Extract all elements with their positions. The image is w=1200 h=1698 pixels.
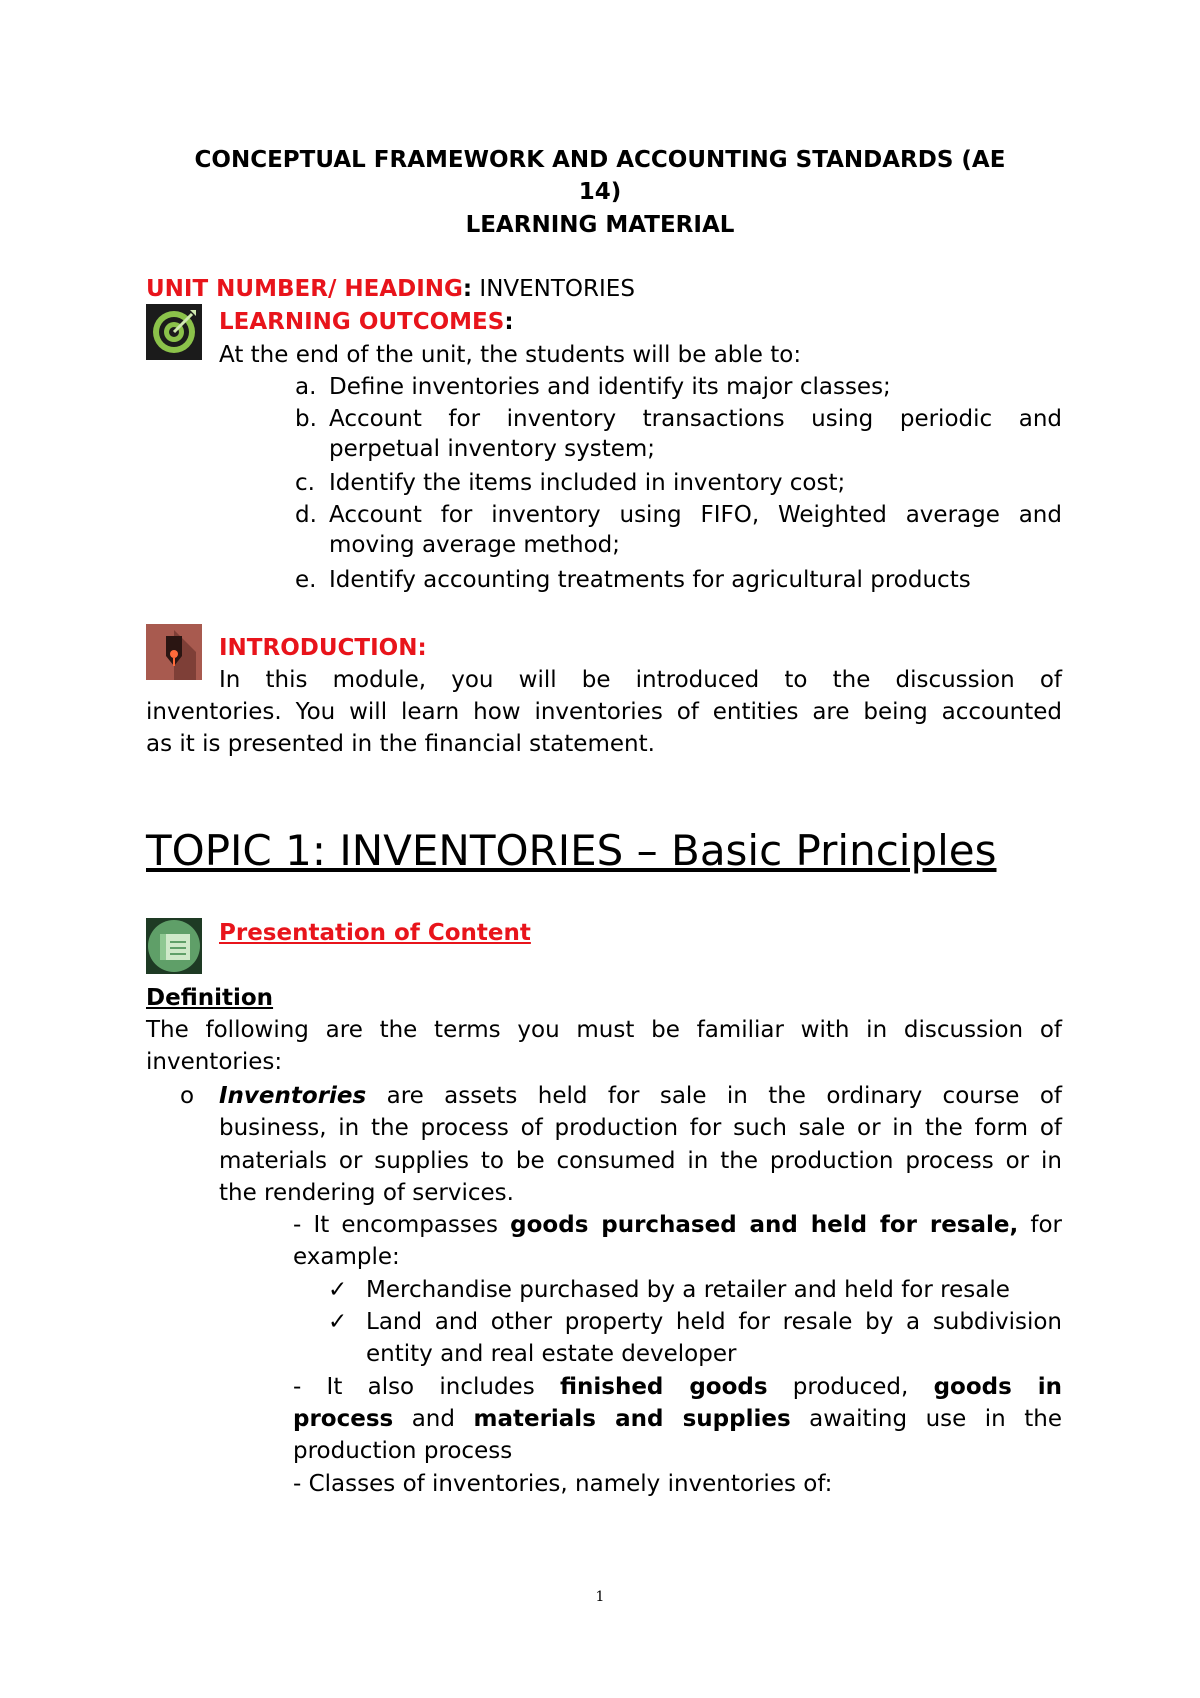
term-rest: are assets held for sale in the ordinary course of — [366, 1083, 1062, 1109]
text-run: and — [393, 1406, 474, 1432]
encompasses-suffix: for — [1018, 1212, 1062, 1238]
introduction-line: as it is presented in the financial statement. — [146, 731, 655, 757]
introduction-heading: INTRODUCTION: — [219, 635, 427, 661]
inventories-definition-line: materials or supplies to be consumed in the production process or in — [219, 1148, 1062, 1174]
unit-label: UNIT NUMBER/ HEADING — [146, 276, 463, 302]
outcomes-colon: : — [504, 309, 514, 335]
bold-run: goods in — [933, 1374, 1062, 1400]
outcome-line: moving average method; — [329, 532, 621, 558]
outcomes-heading-text: LEARNING OUTCOMES — [219, 309, 505, 335]
list-marker: d. — [295, 502, 317, 528]
introduction-line: inventories. You will learn how inventories of entities are being accounted — [146, 699, 1062, 725]
encompasses-bold: goods purchased and held for resale, — [510, 1212, 1019, 1238]
outcome-line: perpetual inventory system; — [329, 436, 656, 462]
pen-nib-icon — [146, 624, 202, 680]
outcome-item-d — [295, 500, 1062, 560]
introduction-line: In this module, you will be introduced to the discussion of — [219, 667, 1062, 693]
check-item-line: Merchandise purchased by a retailer and held for resale — [366, 1277, 1010, 1303]
unit-colon: : — [462, 276, 473, 302]
outcome-item-c — [295, 468, 1062, 498]
list-marker: c. — [295, 470, 315, 496]
unit-value: INVENTORIES — [472, 276, 635, 302]
check-icon: ✓ — [328, 1309, 348, 1335]
outcome-line: Account for inventory using FIFO, Weighted average and — [329, 502, 1062, 528]
page-number: 1 — [595, 1589, 605, 1605]
outcome-line: Identify the items included in inventory cost; — [329, 470, 846, 496]
outcome-line: Identify accounting treatments for agricultural products — [329, 567, 971, 593]
list-marker: b. — [295, 406, 317, 432]
text-run: produced, — [767, 1374, 934, 1400]
inventories-definition-line1 — [219, 1081, 1062, 1111]
topic-title: TOPIC 1: INVENTORIES – Basic Principles — [146, 826, 997, 875]
also-includes-line1 — [293, 1372, 1062, 1402]
term-inventories: Inventories — [219, 1083, 367, 1109]
document-title-line2: 14) — [578, 179, 622, 205]
classes-line: - Classes of inventories, namely inventories of: — [293, 1471, 833, 1497]
text-run: awaiting use in the — [790, 1406, 1062, 1432]
outcome-line: Define inventories and identify its major classes; — [329, 374, 891, 400]
bullet-marker: o — [180, 1083, 195, 1109]
outcome-item-a — [295, 372, 1062, 402]
encompasses-line — [293, 1210, 1062, 1240]
list-marker: a. — [295, 374, 317, 400]
target-icon — [146, 304, 202, 360]
inventories-definition-line: business, in the process of production for such sale or in the form of — [219, 1115, 1062, 1141]
outcome-item-b — [295, 404, 1062, 464]
outcome-line: Account for inventory transactions using periodic and — [329, 406, 1062, 432]
text-run: - It also includes — [293, 1374, 560, 1400]
check-item-line: Land and other property held for resale by a subdivision — [366, 1309, 1062, 1335]
also-includes-line2 — [293, 1404, 1062, 1434]
book-icon — [146, 918, 202, 974]
outcome-item-e — [295, 565, 1062, 595]
bold-run: materials and supplies — [473, 1406, 791, 1432]
document-subtitle: LEARNING MATERIAL — [465, 212, 735, 238]
inventories-definition-line: the rendering of services. — [219, 1180, 514, 1206]
outcomes-intro: At the end of the unit, the students will be able to: — [219, 342, 802, 368]
presentation-heading: Presentation of Content — [219, 920, 531, 946]
definition-intro-line: The following are the terms you must be familiar with in discussion of — [146, 1017, 1062, 1043]
outcomes-heading — [219, 307, 514, 337]
encompasses-line2: example: — [293, 1244, 400, 1270]
bold-run: finished goods — [559, 1374, 768, 1400]
definition-intro-line: inventories: — [146, 1049, 283, 1075]
also-includes-line3: production process — [293, 1438, 513, 1464]
unit-heading — [146, 274, 635, 304]
check-item-line: entity and real estate developer — [366, 1341, 737, 1367]
bold-run: process — [293, 1406, 394, 1432]
definition-heading: Definition — [146, 985, 274, 1011]
check-icon: ✓ — [328, 1277, 348, 1303]
document-title-line1: CONCEPTUAL FRAMEWORK AND ACCOUNTING STANDARDS (AE — [194, 147, 1006, 173]
encompasses-prefix: - It encompasses — [293, 1212, 511, 1238]
list-marker: e. — [295, 567, 317, 593]
